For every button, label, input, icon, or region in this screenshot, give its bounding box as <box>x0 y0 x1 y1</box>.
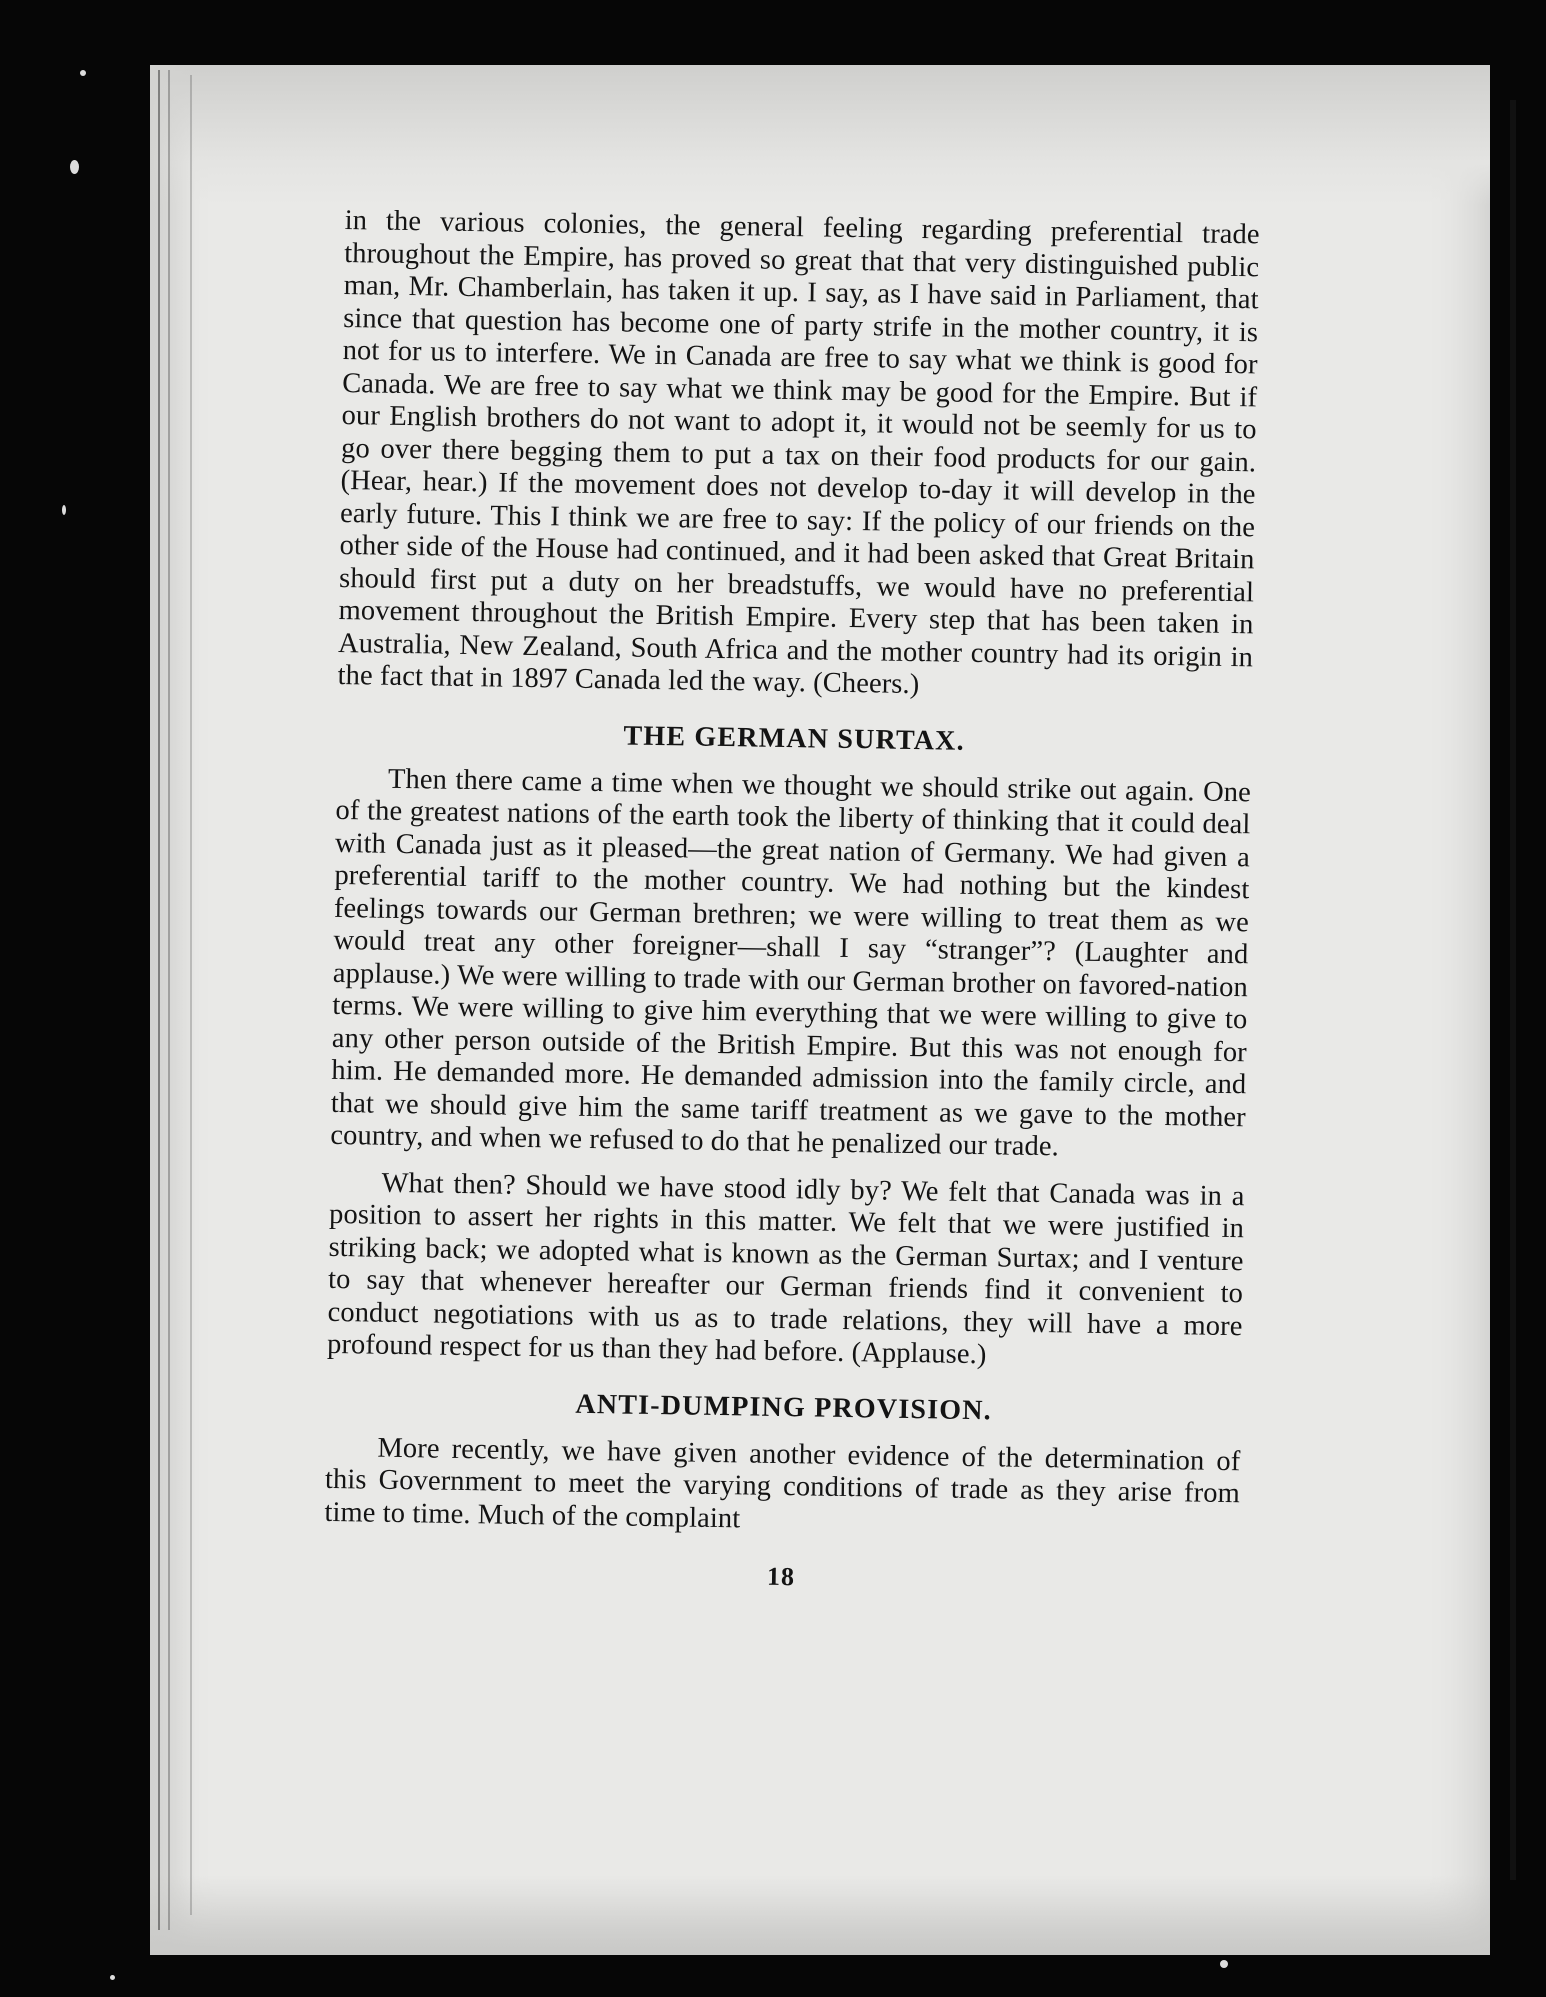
anti-dumping-paragraph-1: More recently, we have given another evidence of the determination of this Government to meet the varying conditions of trade as they arise from time to time. Much of the complaint <box>324 1432 1241 1534</box>
section-heading-german-surtax: THE GERMAN SURTAX. <box>623 719 966 757</box>
document-body <box>323 205 1260 1599</box>
page-top-shading <box>150 65 1490 205</box>
binding-mark-3 <box>190 75 192 1915</box>
facing-page-edge <box>1510 100 1516 1880</box>
dust-speck <box>1220 1960 1228 1968</box>
dust-speck <box>62 505 66 515</box>
dust-speck <box>70 160 79 174</box>
binding-mark-2 <box>168 70 170 1930</box>
german-surtax-paragraph-2: What then? Should we have stood idly by? We felt that Canada was in a position to assert her rights in this matter. We felt that we were justified in striking back; we adopted what is known as the German Surtax; and I venture to say that whenever hereafter our German friends find it convenient to conduct negotiations with us as to trade relations, they will have a more profound respect for us than they had before. (Applause.) <box>326 1167 1245 1371</box>
page-bottom-shading <box>150 1875 1490 1955</box>
opening-paragraph: in the various colonies, the general feeling regarding preferential trade throughout the Empire, has proved so great that that very distinguished public man, Mr. Chamberlain, has taken it up. I say, as I have said in Parliament, that since that question has become one of party strife in the mother country, it is not for us to interfere. We in Canada are free to say what we think is good for Canada. We are free to say what we think may be good for the Empire. But if our English brothers do not want to adopt it, it would not be seemly for us to go over there begging them to put a tax on their food products for our gain. (Hear, hear.) If the movement does not develop to-day it will develop in the early future. This I think we are free to say: If the policy of our friends on the other side of the House had continued, and it had been asked that Great Britain should first put a duty on her breadstuffs, we would have no preferential movement throughout the British Empire. Every step that has been taken in Australia, New Zealand, South Africa and the mother country had its origin in the fact that in 1897 Canada led the way. (Cheers.) <box>337 205 1260 701</box>
section-heading-anti-dumping: ANTI-DUMPING PROVISION. <box>575 1388 993 1426</box>
dust-speck <box>110 1975 115 1980</box>
page-left-shading <box>150 65 195 1955</box>
dust-speck <box>80 70 86 76</box>
binding-mark-1 <box>158 70 160 1930</box>
german-surtax-paragraph-1: Then there came a time when we thought we should strike out again. One of the greatest nations of the earth took the liberty of thinking that it could deal with Canada just as it pleased—the great nation of Germany. We had given a preferential tariff to the mother country. We had nothing but the kindest feelings towards our German brethren; we were willing to treat them as we would treat any other foreigner—shall I say “stranger”? (Laughter and applause.) We were willing to trade with our German brother on favored-nation terms. We were willing to give him everything that we were willing to give to any other person outside of the British Empire. But this was not enough for him. He demanded more. He demanded admission into the family circle, and that we should give him the same tariff treatment as we gave to the mother country, and when we refused to do that he penalized our trade. <box>330 763 1252 1163</box>
page-number: 18 <box>766 1561 796 1592</box>
